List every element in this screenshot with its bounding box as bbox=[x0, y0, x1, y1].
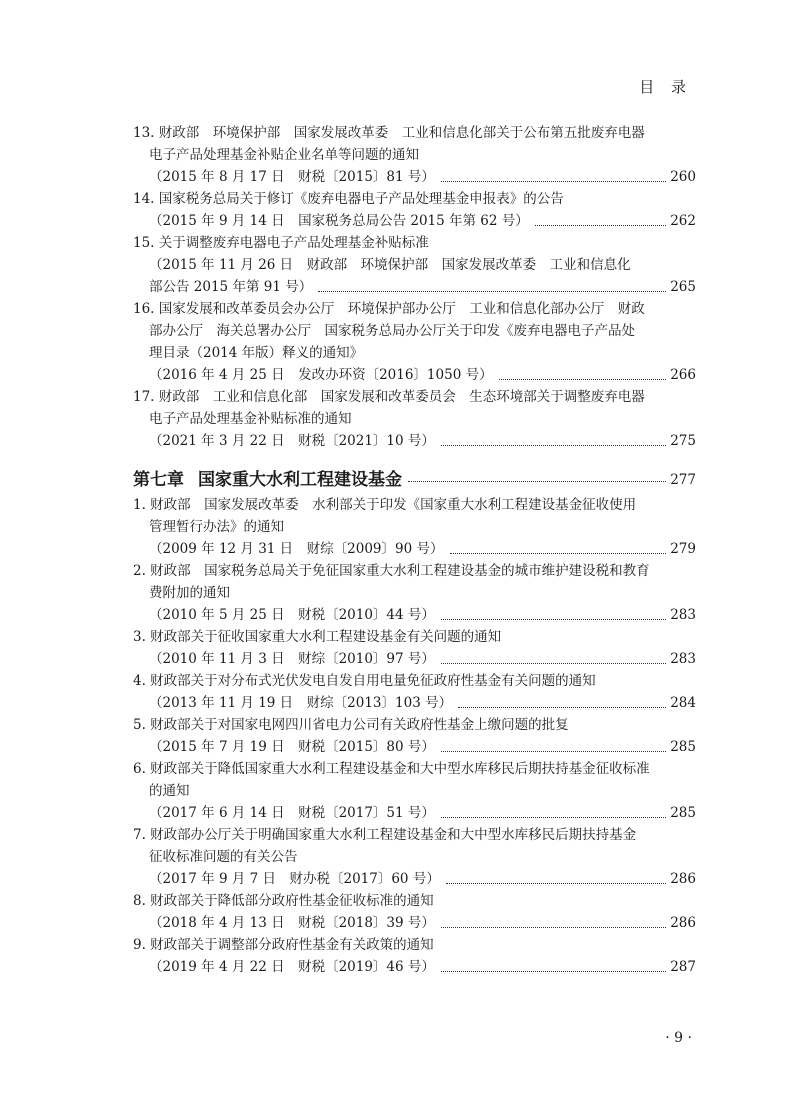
entry-title-text: 14. 国家税务总局关于修订《废弃电器电子产品处理基金申报表》的公告 bbox=[133, 191, 564, 207]
entry-title-text: 4. 财政部关于对分布式光伏发电自发自用电量免征政府性基金有关问题的通知 bbox=[133, 673, 596, 689]
entry-source-line bbox=[133, 692, 696, 714]
entry-title-line bbox=[133, 824, 696, 846]
entry-source: （2010 年 11 月 3 日 财综〔2010〕97 号） bbox=[149, 651, 435, 667]
entry-source: 部公告 2015 年第 91 号） bbox=[149, 279, 313, 295]
entry-title-line bbox=[133, 582, 696, 604]
entry-title-line bbox=[133, 560, 696, 582]
entry-page-number: 283 bbox=[670, 651, 696, 667]
entry-title-text: 15. 关于调整废弃电器电子产品处理基金补贴标准 bbox=[133, 235, 429, 251]
entry-title-line bbox=[133, 386, 696, 408]
entry-title-line bbox=[133, 144, 696, 166]
leader-dots bbox=[535, 225, 666, 226]
entry-title-text: 部办公厅 海关总署办公厅 国家税务总局办公厅关于印发《废弃电器电子产品处 bbox=[149, 323, 635, 339]
chapter-page-number: 277 bbox=[670, 472, 696, 488]
entry-title-line bbox=[133, 758, 696, 780]
entry-title-text: （2015 年 11 月 26 日 财政部 环境保护部 国家发展改革委 工业和信息化 bbox=[149, 257, 631, 273]
entry-source-line bbox=[133, 364, 696, 386]
entry-source: （2013 年 11 月 19 日 财综〔2013〕103 号） bbox=[149, 695, 453, 711]
toc-entry bbox=[133, 188, 696, 232]
entry-title-text: 13. 财政部 环境保护部 国家发展改革委 工业和信息化部关于公布第五批废弃电器 bbox=[133, 125, 645, 141]
entry-source-line bbox=[133, 166, 696, 188]
entry-page-number: 265 bbox=[670, 279, 696, 295]
entry-title-line bbox=[133, 714, 696, 736]
chapter-title: 国家重大水利工程建设基金 bbox=[198, 470, 402, 490]
entry-source: （2021 年 3 月 22 日 财税〔2021〕10 号） bbox=[149, 433, 435, 449]
entry-source-line bbox=[133, 538, 696, 560]
entry-source: （2018 年 4 月 13 日 财税〔2018〕39 号） bbox=[149, 915, 435, 931]
entry-title-text: 16. 国家发展和改革委员会办公厅 环境保护部办公厅 工业和信息化部办公厅 财政 bbox=[133, 301, 645, 317]
leader-dots bbox=[441, 971, 666, 972]
entry-page-number: 285 bbox=[670, 805, 696, 821]
toc-entry bbox=[133, 494, 696, 560]
entry-page-number: 262 bbox=[670, 213, 696, 229]
leader-dots bbox=[408, 481, 666, 482]
entry-source: （2009 年 12 月 31 日 财综〔2009〕90 号） bbox=[149, 541, 444, 557]
leader-dots bbox=[458, 707, 666, 708]
toc-entry bbox=[133, 934, 696, 978]
leader-dots bbox=[450, 553, 667, 554]
entry-group-chapter-7 bbox=[133, 494, 696, 978]
toc-entry bbox=[133, 758, 696, 824]
entry-source-line bbox=[133, 430, 696, 452]
table-of-contents bbox=[133, 122, 696, 978]
entry-source: （2017 年 6 月 14 日 财税〔2017〕51 号） bbox=[149, 805, 435, 821]
entry-title-line bbox=[133, 890, 696, 912]
entry-source-line bbox=[133, 736, 696, 758]
toc-entry bbox=[133, 122, 696, 188]
entry-title-text: 2. 财政部 国家税务总局关于免征国家重大水利工程建设基金的城市维护建设税和教育 bbox=[133, 563, 650, 579]
toc-entry bbox=[133, 714, 696, 758]
entry-title-line bbox=[133, 670, 696, 692]
entry-title-text: 理目录（2014 年版）释义的通知》 bbox=[149, 345, 364, 361]
entry-title-line bbox=[133, 122, 696, 144]
toc-entry bbox=[133, 626, 696, 670]
toc-entry bbox=[133, 232, 696, 298]
entry-title-line bbox=[133, 780, 696, 802]
entry-page-number: 286 bbox=[670, 915, 696, 931]
entry-source-line bbox=[133, 868, 696, 890]
entry-title-text: 征收标准问题的有关公告 bbox=[149, 849, 298, 865]
entry-title-text: 17. 财政部 工业和信息化部 国家发展和改革委员会 生态环境部关于调整废弃电器 bbox=[133, 389, 645, 405]
entry-title-line bbox=[133, 408, 696, 430]
leader-dots bbox=[441, 927, 666, 928]
leader-dots bbox=[441, 445, 666, 446]
entry-source-line bbox=[133, 802, 696, 824]
entry-title-line bbox=[133, 188, 696, 210]
entry-page-number: 286 bbox=[670, 871, 696, 887]
leader-dots bbox=[446, 883, 666, 884]
leader-dots bbox=[499, 379, 667, 380]
entry-source-line bbox=[133, 210, 696, 232]
entry-title-line bbox=[133, 516, 696, 538]
entry-title-text: 3. 财政部关于征收国家重大水利工程建设基金有关问题的通知 bbox=[133, 629, 502, 645]
entry-source: （2015 年 7 月 19 日 财税〔2015〕80 号） bbox=[149, 739, 435, 755]
entry-source: （2016 年 4 月 25 日 发改办环资〔2016〕1050 号） bbox=[149, 367, 493, 383]
entry-page-number: 285 bbox=[670, 739, 696, 755]
entry-page-number: 279 bbox=[670, 541, 696, 557]
entry-source-line bbox=[133, 956, 696, 978]
entry-title-text: 8. 财政部关于降低部分政府性基金征收标准的通知 bbox=[133, 893, 434, 909]
entry-title-line bbox=[133, 298, 696, 320]
leader-dots bbox=[318, 291, 666, 292]
leader-dots bbox=[441, 817, 666, 818]
chapter-number: 第七章 bbox=[133, 470, 184, 490]
leader-dots bbox=[441, 663, 666, 664]
toc-entry bbox=[133, 890, 696, 934]
entry-source: （2015 年 8 月 17 日 财税〔2015〕81 号） bbox=[149, 169, 435, 185]
toc-entry bbox=[133, 386, 696, 452]
leader-dots bbox=[441, 619, 666, 620]
entry-page-number: 284 bbox=[670, 695, 696, 711]
entry-source-line bbox=[133, 912, 696, 934]
entry-source: （2017 年 9 月 7 日 财办税〔2017〕60 号） bbox=[149, 871, 440, 887]
entry-source-line bbox=[133, 648, 696, 670]
entry-source: （2019 年 4 月 22 日 财税〔2019〕46 号） bbox=[149, 959, 435, 975]
entry-title-line bbox=[133, 320, 696, 342]
entry-page-number: 275 bbox=[670, 433, 696, 449]
entry-title-line bbox=[133, 626, 696, 648]
entry-title-text: 9. 财政部关于调整部分政府性基金有关政策的通知 bbox=[133, 937, 434, 953]
toc-entry bbox=[133, 670, 696, 714]
entry-title-text: 管理暂行办法》的通知 bbox=[149, 519, 284, 535]
entry-title-line bbox=[133, 232, 696, 254]
entry-title-line bbox=[133, 494, 696, 516]
toc-entry bbox=[133, 824, 696, 890]
entry-title-text: 6. 财政部关于降低国家重大水利工程建设基金和大中型水库移民后期扶持基金征收标准 bbox=[133, 761, 650, 777]
entry-source-line bbox=[133, 604, 696, 626]
leader-dots bbox=[441, 181, 666, 182]
chapter-heading bbox=[133, 462, 696, 490]
leader-dots bbox=[441, 751, 666, 752]
entry-group-chapter-6 bbox=[133, 122, 696, 452]
entry-page-number: 283 bbox=[670, 607, 696, 623]
entry-source: （2015 年 9 月 14 日 国家税务总局公告 2015 年第 62 号） bbox=[149, 213, 529, 229]
entry-page-number: 260 bbox=[670, 169, 696, 185]
entry-title-line bbox=[133, 254, 696, 276]
entry-page-number: 287 bbox=[670, 959, 696, 975]
entry-title-line bbox=[133, 846, 696, 868]
toc-entry bbox=[133, 298, 696, 386]
entry-title-text: 1. 财政部 国家发展改革委 水利部关于印发《国家重大水利工程建设基金征收使用 bbox=[133, 497, 637, 513]
entry-title-text: 的通知 bbox=[149, 783, 190, 799]
entry-title-line bbox=[133, 934, 696, 956]
entry-title-text: 7. 财政部办公厅关于明确国家重大水利工程建设基金和大中型水库移民后期扶持基金 bbox=[133, 827, 637, 843]
running-head: 目 录 bbox=[639, 78, 692, 96]
entry-title-text: 电子产品处理基金补贴企业名单等问题的通知 bbox=[149, 147, 419, 163]
entry-page-number: 266 bbox=[670, 367, 696, 383]
toc-entry bbox=[133, 560, 696, 626]
entry-source-line bbox=[133, 276, 696, 298]
entry-source: （2010 年 5 月 25 日 财税〔2010〕44 号） bbox=[149, 607, 435, 623]
entry-title-line bbox=[133, 342, 696, 364]
entry-title-text: 电子产品处理基金补贴标准的通知 bbox=[149, 411, 352, 427]
page-number: · 9 · bbox=[665, 1030, 692, 1046]
entry-title-text: 5. 财政部关于对国家电网四川省电力公司有关政府性基金上缴问题的批复 bbox=[133, 717, 569, 733]
entry-title-text: 费附加的通知 bbox=[149, 585, 230, 601]
